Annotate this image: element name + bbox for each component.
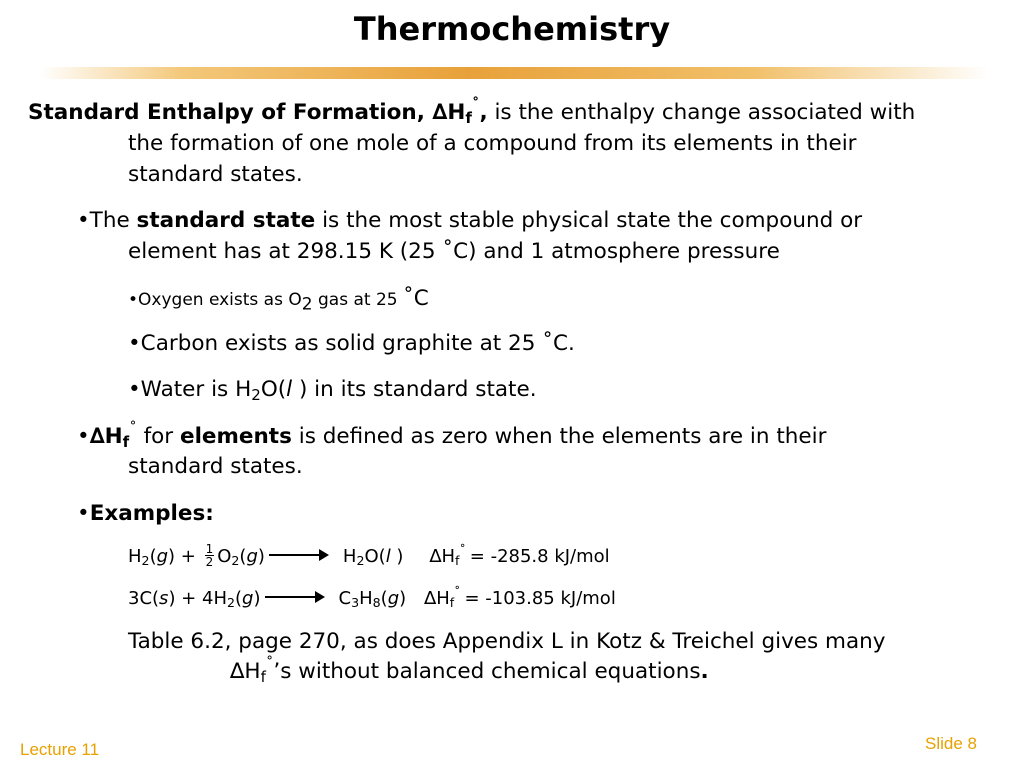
- degree-superscript: ˚: [454, 584, 461, 600]
- footer-lecture: Lecture 11: [20, 740, 100, 759]
- state-gas: g: [242, 588, 254, 609]
- delta-h: ∆H: [424, 588, 450, 609]
- enthalpy-value: = -285.8 kJ/mol: [469, 546, 610, 567]
- degree-superscript: ˚: [265, 654, 274, 673]
- degree-superscript: ˚: [459, 542, 466, 558]
- table-note-rest: ’s without balanced chemical equations: [273, 659, 701, 684]
- enthalpy-value: = -103.85 kJ/mol: [464, 588, 616, 609]
- water-text: •Water is H: [128, 377, 252, 402]
- definition-line-3: standard states.: [128, 162, 303, 187]
- elements-line-2: standard states.: [128, 454, 303, 479]
- reactant-hydrogen: H: [128, 546, 142, 567]
- formation-subscript: f: [449, 595, 455, 611]
- reactant-carbon: 3C(: [128, 588, 160, 609]
- standard-state-rest: is the most stable physical state the compound or: [315, 208, 863, 233]
- definition-comma: ,: [479, 100, 488, 125]
- elements-bullet: •: [77, 424, 90, 449]
- oxygen-temp: ˚C: [402, 286, 429, 311]
- definition-line-1: [28, 95, 916, 128]
- product-water-b: O(: [364, 546, 386, 567]
- delta-h: ∆H: [230, 659, 261, 684]
- state-gas: g: [387, 588, 400, 609]
- standard-state-term: standard state: [136, 208, 316, 233]
- state-gas: g: [246, 546, 258, 567]
- state-liquid: l: [385, 546, 391, 567]
- definition-rest: is the enthalpy change associated with: [487, 100, 916, 125]
- paren: (: [380, 588, 388, 609]
- title-underline: [40, 67, 990, 79]
- subscript: 2: [141, 553, 150, 569]
- formation-subscript: f: [465, 108, 472, 127]
- water-state: l: [286, 377, 293, 402]
- product-water: H: [342, 546, 357, 567]
- formation-subscript: f: [455, 553, 460, 569]
- table-note-period: .: [700, 659, 709, 684]
- fraction-denominator: 2: [205, 554, 214, 569]
- delta-symbol: ∆: [89, 424, 105, 449]
- enthalpy-h: H: [104, 424, 123, 449]
- standard-state-bullet: •The: [77, 208, 137, 233]
- water-subscript: 2: [251, 385, 261, 404]
- subscript: 2: [226, 595, 235, 611]
- standard-state-line-2: element has at 298.15 K (25 ˚C) and 1 atmosphere pressure: [128, 239, 780, 264]
- reaction-arrow-icon: [269, 554, 327, 556]
- enthalpy-h: H: [447, 100, 466, 125]
- subscript: 2: [356, 553, 365, 569]
- paren-plus-hydrogen: ) + 4H: [168, 588, 227, 609]
- elements-rest: is defined as zero when the elements are in their: [291, 424, 827, 449]
- paren: ): [257, 546, 265, 567]
- standard-state-line-1: [77, 206, 862, 236]
- one-half-fraction: [205, 543, 215, 568]
- formation-subscript: f: [260, 667, 266, 686]
- paren: ): [390, 546, 404, 567]
- water-text-b: O(: [260, 377, 287, 402]
- subscript: 8: [372, 595, 381, 611]
- examples-bullet: •: [77, 501, 90, 526]
- oxygen-text-b: gas at 25: [312, 290, 403, 310]
- subscript: 3: [351, 595, 360, 611]
- paren: (: [149, 546, 157, 567]
- oxygen-text: •Oxygen exists as O: [128, 290, 302, 310]
- carbon-bullet: •Carbon exists as solid graphite at 25 ˚C.: [128, 331, 575, 356]
- definition-term: Standard Enthalpy of Formation,: [28, 100, 433, 125]
- reaction-arrow-icon: [265, 596, 323, 598]
- equation-water-formation: [128, 542, 610, 572]
- table-note-line-1: Table 6.2, page 270, as does Appendix L in Kotz & Treichel gives many: [128, 629, 886, 654]
- elements-line-1: [77, 419, 827, 452]
- definition-line-2: the formation of one mole of a compound from its elements in their: [128, 131, 857, 156]
- paren: ): [399, 588, 407, 609]
- product-propane: C: [338, 588, 352, 609]
- paren: (: [235, 588, 243, 609]
- water-text-c: ) in its standard state.: [292, 377, 537, 402]
- delta-symbol: ∆: [432, 100, 448, 125]
- table-note-line-2: [230, 654, 709, 687]
- degree-superscript: ˚: [129, 419, 137, 438]
- state-solid: s: [159, 588, 169, 609]
- product-propane-h: H: [359, 588, 373, 609]
- slide-title: Thermochemistry: [353, 10, 671, 48]
- paren: (: [239, 546, 247, 567]
- elements-term: elements: [179, 424, 292, 449]
- delta-h: ∆H: [429, 546, 456, 567]
- water-bullet: [128, 375, 537, 405]
- oxygen-bullet: [128, 284, 429, 315]
- subscript: 2: [231, 553, 240, 569]
- elements-for: for: [136, 424, 180, 449]
- paren-plus: ) +: [168, 546, 202, 567]
- equation-propane-formation: [128, 584, 616, 614]
- examples-text: Examples:: [89, 501, 214, 526]
- oxygen-subscript: 2: [301, 294, 313, 315]
- reactant-oxygen: O: [217, 546, 232, 567]
- paren: ): [253, 588, 261, 609]
- examples-label: [77, 499, 214, 529]
- degree-superscript: ˚: [471, 95, 480, 114]
- formation-subscript: f: [122, 432, 130, 451]
- fraction-numerator: 1: [205, 541, 214, 556]
- state-gas: g: [156, 546, 169, 567]
- footer-slide-number: Slide 8: [925, 734, 977, 753]
